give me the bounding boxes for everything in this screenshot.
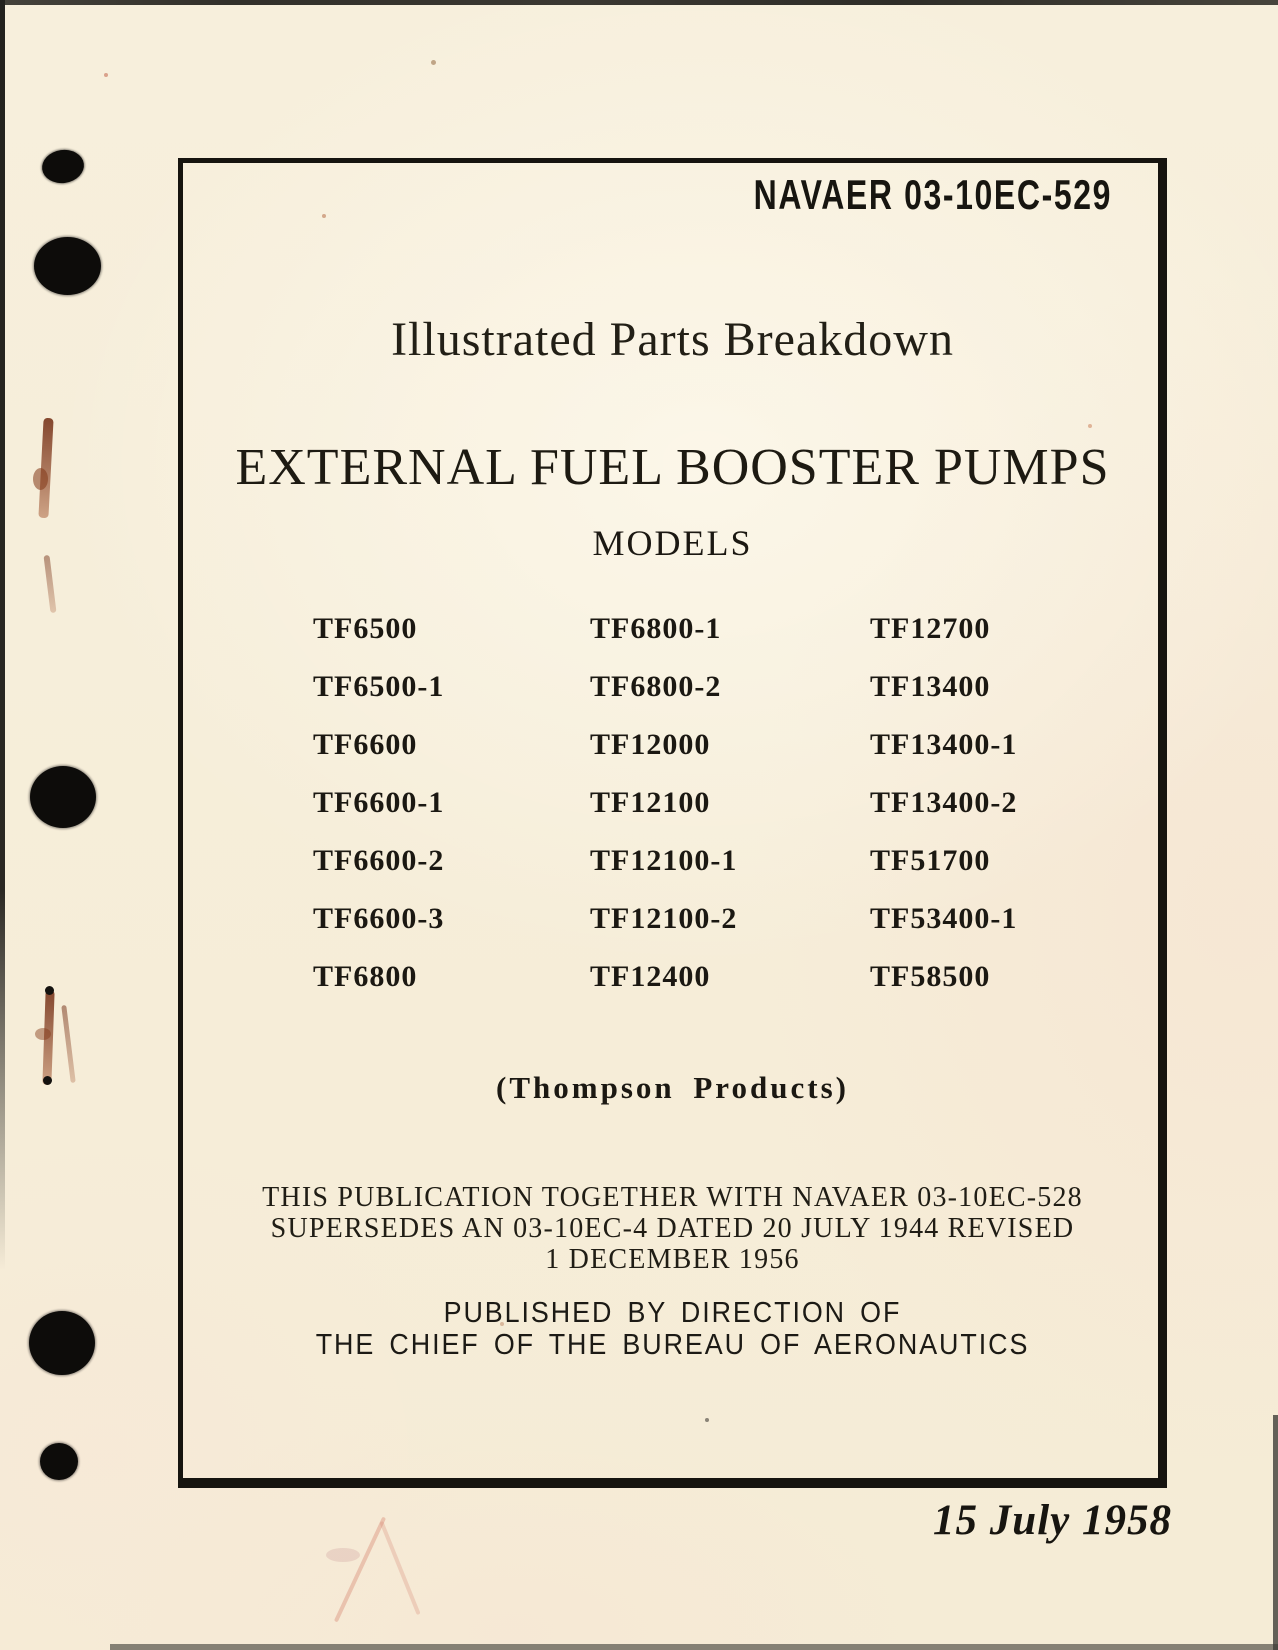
staple-mark: [45, 986, 54, 995]
model-list: [313, 600, 1017, 1006]
model-number: TF51700: [870, 844, 991, 877]
model-number: TF6500-1: [313, 670, 445, 703]
model-number: TF12100-1: [590, 844, 738, 877]
rust-stain: [43, 555, 56, 613]
model-number: TF6800: [313, 960, 418, 993]
publication-date: 15 July 1958: [933, 1497, 1172, 1544]
binder-hole: [40, 1443, 78, 1480]
scan-edge-left: [0, 0, 5, 1270]
model-number: TF6500: [313, 612, 418, 645]
document-subtitle: Illustrated Parts Breakdown: [391, 313, 954, 366]
scan-edge-bottom: [110, 1644, 1278, 1650]
model-number: TF12700: [870, 612, 991, 645]
pencil-mark: [326, 1548, 360, 1562]
model-column-3: [870, 600, 1017, 1006]
publisher-notice: [198, 1296, 1147, 1360]
model-number: TF6600-3: [313, 902, 445, 935]
document-title: EXTERNAL FUEL BOOSTER PUMPS: [235, 439, 1110, 496]
model-number: TF6800-1: [590, 612, 722, 645]
rust-stain: [61, 1005, 75, 1083]
model-number: TF12000: [590, 728, 711, 761]
model-number: TF53400-1: [870, 902, 1018, 935]
paper-speck: [431, 60, 436, 65]
rust-stain: [35, 1028, 51, 1040]
binder-hole: [30, 766, 96, 828]
scan-edge-top: [0, 0, 1278, 5]
binder-hole: [29, 1311, 95, 1375]
model-number: TF6600-2: [313, 844, 445, 877]
pencil-mark: [379, 1521, 420, 1615]
model-number: TF6800-2: [590, 670, 722, 703]
models-heading: MODELS: [592, 523, 753, 563]
model-number: TF12100-2: [590, 902, 738, 935]
model-column-2: [590, 600, 870, 1006]
publication-number: NAVAER 03-10EC-529: [753, 172, 1112, 219]
rust-stain: [33, 468, 48, 490]
supersedure-line: SUPERSEDES AN 03-10EC-4 DATED 20 JULY 1944 REVISED: [270, 1213, 1075, 1244]
supersedure-line: THIS PUBLICATION TOGETHER WITH NAVAER 03-10EC-528: [262, 1182, 1083, 1213]
pencil-mark: [334, 1517, 386, 1623]
supersedure-line: 1 DECEMBER 1956: [545, 1244, 800, 1275]
manufacturer-name: (Thompson Products): [496, 1070, 849, 1105]
model-column-1: [313, 600, 590, 1006]
model-number: TF12400: [590, 960, 711, 993]
model-number: TF6600: [313, 728, 418, 761]
staple-mark: [43, 1076, 52, 1085]
model-number: TF12100: [590, 786, 711, 819]
model-number: TF6600-1: [313, 786, 445, 819]
publisher-line: PUBLISHED BY DIRECTION OF: [443, 1296, 902, 1329]
model-number: TF58500: [870, 960, 991, 993]
binder-hole: [40, 147, 86, 186]
model-number: TF13400-2: [870, 786, 1018, 819]
model-number: TF13400-1: [870, 728, 1018, 761]
scan-edge-right: [1273, 1415, 1278, 1650]
paper-speck: [104, 73, 108, 77]
publisher-line: THE CHIEF OF THE BUREAU OF AERONAUTICS: [315, 1328, 1030, 1361]
supersedure-notice: [178, 1182, 1167, 1275]
model-number: TF13400: [870, 670, 991, 703]
binder-hole: [34, 237, 101, 295]
